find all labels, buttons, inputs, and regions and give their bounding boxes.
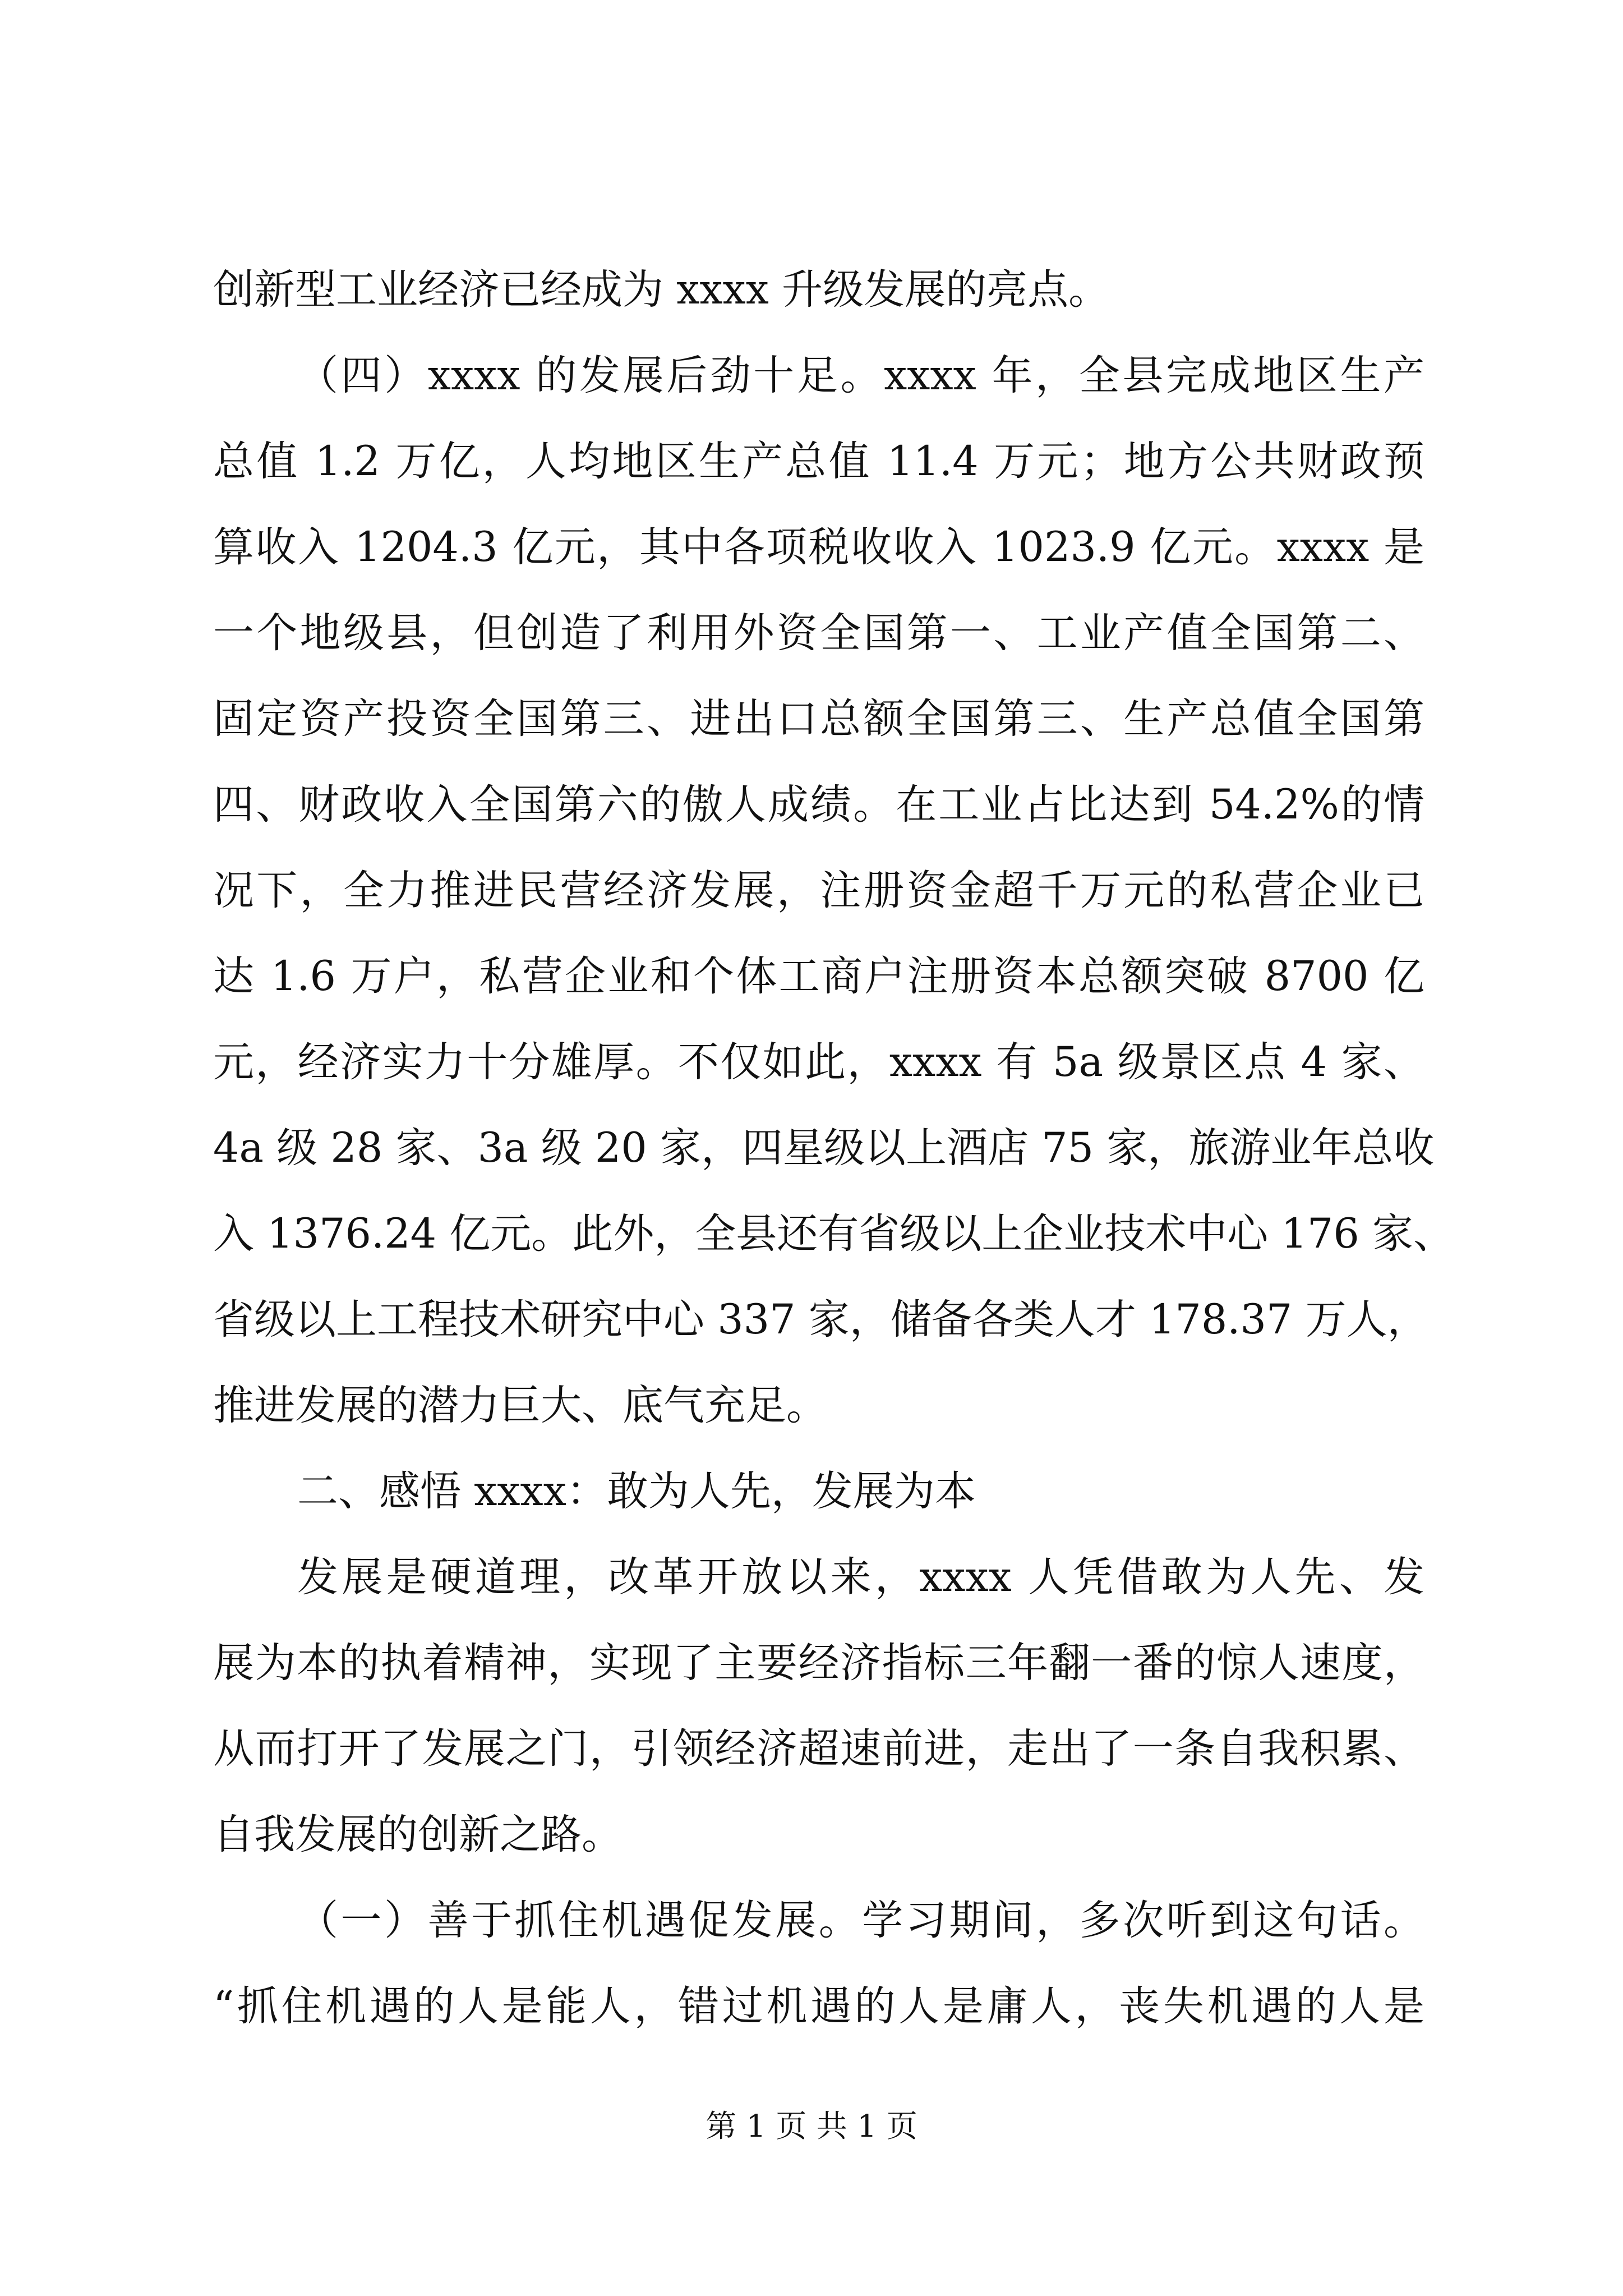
paragraph-line: 创新型工业经济已经成为 xxxx 升级发展的亮点。 [213, 266, 1110, 314]
document-body [213, 247, 1455, 2049]
paragraph-line: 况下，全力推进民营经济发展，注册资金超千万元的私营企业已 [213, 867, 1424, 914]
paragraph-line: 推进发展的潜力巨大、底气充足。 [213, 1382, 827, 1429]
paragraph-line: 固定资产投资全国第三、进出口总额全国第三、生产总值全国第 [213, 695, 1424, 743]
paragraph-line: 元，经济实力十分雄厚。不仅如此，xxxx 有 5a 级景区点 4 家、 [213, 1038, 1424, 1086]
paragraph-line: 展为本的执着精神，实现了主要经济指标三年翻一番的惊人速度， [213, 1639, 1424, 1687]
paragraph-line: 四、财政收入全国第六的傲人成绩。在工业占比达到 54.2%的情 [213, 781, 1424, 829]
paragraph-line: 从而打开了发展之门，引领经济超速前进，走出了一条自我积累、 [213, 1725, 1424, 1773]
paragraph-line: 达 1.6 万户，私营企业和个体工商户注册资本总额突破 8700 亿 [213, 953, 1424, 1000]
paragraph-line: （一）善于抓住机遇促发展。学习期间，多次听到这句话。 [297, 1897, 1424, 1944]
section-heading: 二、感悟 xxxx：敢为人先，发展为本 [297, 1467, 976, 1515]
paragraph-line: （四）xxxx 的发展后劲十足。xxxx 年，全县完成地区生产 [297, 352, 1424, 399]
paragraph-line: “抓住机遇的人是能人，错过机遇的人是庸人，丧失机遇的人是 [213, 1982, 1424, 2030]
paragraph-line: 发展是硬道理，改革开放以来，xxxx 人凭借敢为人先、发 [297, 1553, 1424, 1601]
paragraph-line: 算收入 1204.3 亿元，其中各项税收收入 1023.9 亿元。xxxx 是 [213, 523, 1424, 571]
paragraph-line: 自我发展的创新之路。 [213, 1811, 623, 1858]
paragraph-line: 一个地级县，但创造了利用外资全国第一、工业产值全国第二、 [213, 609, 1424, 657]
page-number-label: 第 1 页 共 1 页 [706, 2108, 917, 2144]
paragraph-line: 省级以上工程技术研究中心 337 家，储备各类人才 178.37 万人， [213, 1296, 1428, 1343]
paragraph-line: 总值 1.2 万亿，人均地区生产总值 11.4 万元；地方公共财政预 [213, 438, 1424, 485]
paragraph-line: 入 1376.24 亿元。此外，全县还有省级以上企业技术中心 176 家、 [213, 1210, 1455, 1258]
page-footer [0, 2106, 1623, 2146]
paragraph-line: 4a 级 28 家、3a 级 20 家，四星级以上酒店 75 家，旅游业年总收 [213, 1124, 1435, 1172]
